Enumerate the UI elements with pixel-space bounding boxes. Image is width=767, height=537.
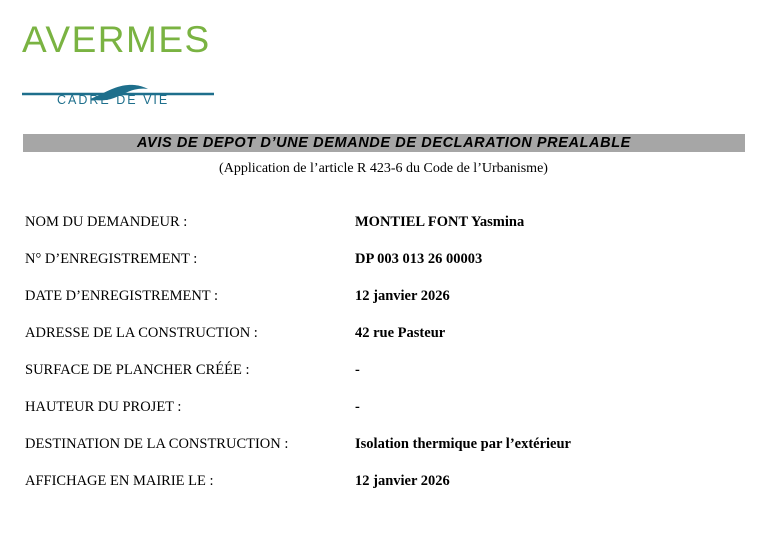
logo-tagline: CADRE DE VIE (57, 93, 170, 107)
field-label: NOM DU DEMANDEUR : (25, 214, 188, 230)
logo-wordmark: AVERMES (22, 19, 211, 60)
page-subtitle: (Application de l’article R 423-6 du Code de l’Urbanisme) (219, 161, 548, 176)
field-value: 12 janvier 2026 (355, 288, 450, 304)
field-label: ADRESSE DE LA CONSTRUCTION : (25, 325, 258, 341)
field-value: 42 rue Pasteur (355, 325, 446, 341)
field-value: Isolation thermique par l’extérieur (355, 436, 571, 452)
field-label: DATE D’ENREGISTREMENT : (25, 288, 219, 304)
field-value: 12 janvier 2026 (355, 473, 450, 489)
field-value: DP 003 013 26 00003 (355, 251, 483, 267)
field-floor-area (25, 362, 745, 399)
field-posting-date (25, 473, 745, 510)
title-bar (23, 134, 745, 152)
field-value: MONTIEL FONT Yasmina (355, 214, 525, 230)
avermes-logo (22, 20, 214, 110)
field-label: SURFACE DE PLANCHER CRÉÉE : (25, 362, 250, 378)
field-registration-date (25, 288, 745, 325)
field-label: AFFICHAGE EN MAIRIE LE : (25, 473, 214, 489)
fields-list (25, 214, 745, 510)
field-label: HAUTEUR DU PROJET : (25, 399, 182, 415)
field-label: DESTINATION DE LA CONSTRUCTION : (25, 436, 289, 452)
page-title: AVIS DE DEPOT D’UNE DEMANDE DE DECLARATION PREALABLE (137, 135, 631, 151)
field-label: N° D’ENREGISTREMENT : (25, 251, 198, 267)
field-applicant-name (25, 214, 745, 251)
field-project-height (25, 399, 745, 436)
field-registration-number (25, 251, 745, 288)
field-construction-purpose (25, 436, 745, 473)
field-construction-address (25, 325, 745, 362)
field-value: - (355, 362, 360, 378)
field-value: - (355, 399, 360, 415)
